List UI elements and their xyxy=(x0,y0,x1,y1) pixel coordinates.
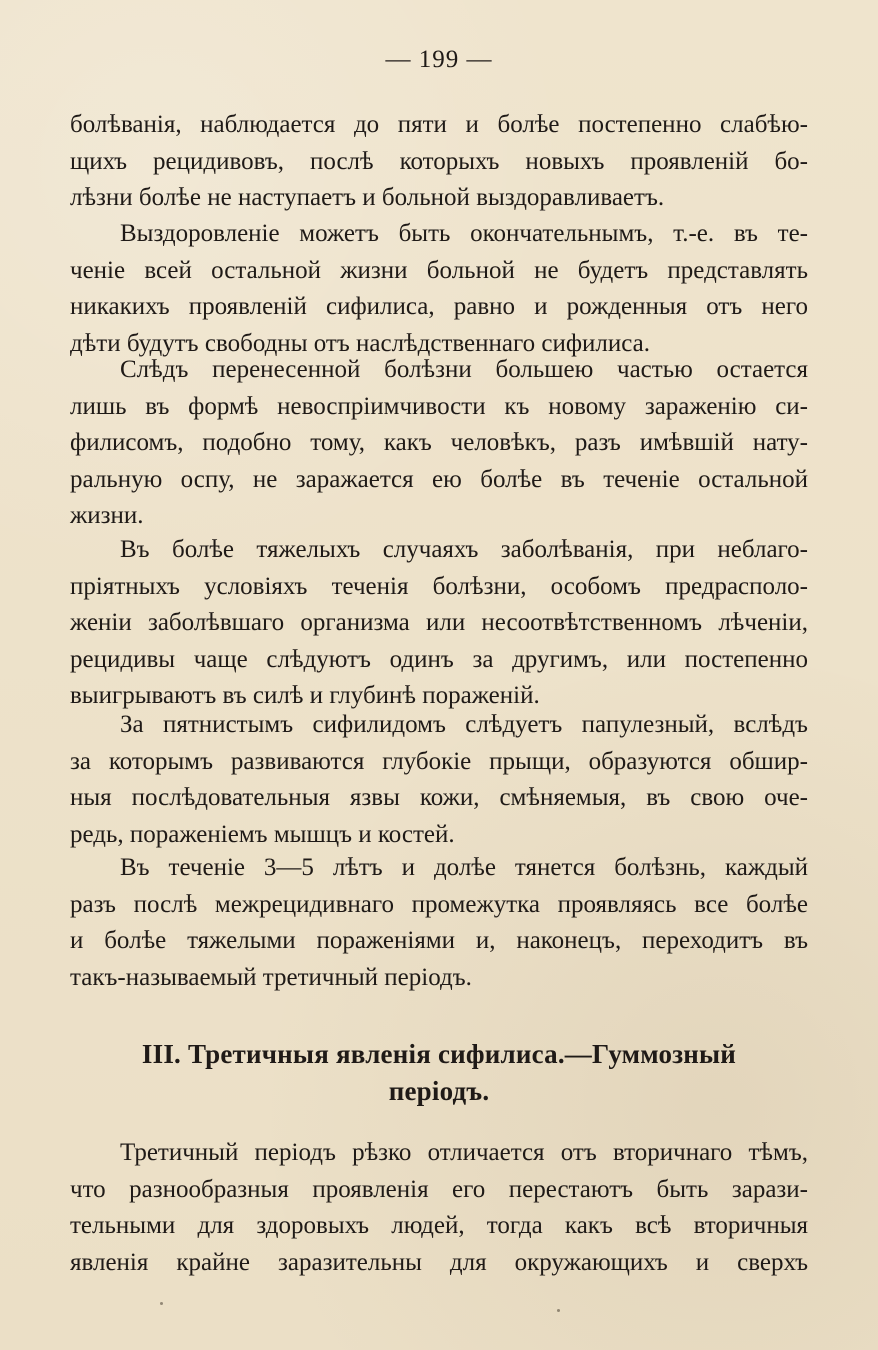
text-line: ральную оспу, не заражается ею болѣе въ теченіе остальной xyxy=(70,465,808,493)
text-line: рецидивы чаще слѣдуютъ одинъ за другимъ, или постепенно xyxy=(70,645,808,673)
text-line: и болѣе тяжелыми пораженіями и, наконецъ, переходитъ въ xyxy=(70,927,808,954)
paragraph-6 xyxy=(70,850,808,996)
paragraph-2 xyxy=(70,216,808,362)
text-line: Въ теченіе 3—5 лѣтъ и долѣе тянется болѣзнь, каждый xyxy=(120,854,808,881)
text-line: пріятныхъ условіяхъ теченія болѣзни, особомъ предрасполо- xyxy=(70,572,808,600)
text-line: за которымъ развиваются глубокіе прыщи, образуются обшир- xyxy=(70,747,808,775)
text-line: лишь въ формѣ невоспріимчивости къ новому зараженію си- xyxy=(70,392,808,420)
text-line: тельными для здоровыхъ людей, тогда какъ всѣ вторичныя xyxy=(70,1212,808,1239)
text-line: болѣванія, наблюдается до пяти и болѣе постепенно слабѣю- xyxy=(70,111,808,138)
paragraph-7 xyxy=(70,1135,808,1281)
text-line: жизни. xyxy=(70,502,144,529)
text-line: дѣти будутъ свободны отъ наслѣдственнаго сифилиса. xyxy=(70,329,651,357)
text-line: Слѣдъ перенесенной болѣзни большею частью остается xyxy=(120,356,808,383)
text-line: За пятнистымъ сифилидомъ слѣдуетъ папулезный, вслѣдъ xyxy=(120,711,808,738)
text-line: редь, пораженіемъ мышцъ и костей. xyxy=(70,820,455,848)
text-line: лѣзни болѣе не наступаетъ и больной выздоравливаетъ. xyxy=(70,184,665,211)
text-line: щихъ рецидивовъ, послѣ которыхъ новыхъ проявленій бо- xyxy=(70,147,808,175)
text-line: такъ-называемый третичный періодъ. xyxy=(70,963,472,991)
text-line: ныя послѣдовательныя язвы кожи, смѣняемыя, въ свою оче- xyxy=(70,784,808,811)
paragraph-5 xyxy=(70,707,808,853)
paragraph-3 xyxy=(70,352,808,535)
page-number: — 199 — xyxy=(385,46,493,73)
text-line: женіи заболѣвшаго организма или несоотвѣтственномъ лѣченіи, xyxy=(70,609,808,636)
text-line: филисомъ, подобно тому, какъ человѣкъ, разъ имѣвшій нату- xyxy=(70,429,808,456)
text-line: разъ послѣ межрецидивнаго промежутка проявляясь все болѣе xyxy=(70,890,808,918)
text-line: ченіе всей остальной жизни больной не будетъ представлять xyxy=(70,256,808,284)
paper-speck xyxy=(557,1309,560,1312)
text-line: Третичный періодъ рѣзко отличается отъ вторичнаго тѣмъ, xyxy=(120,1139,808,1166)
text-line: Въ болѣе тяжелыхъ случаяхъ заболѣванія, при неблаго- xyxy=(120,536,808,563)
paragraph-4 xyxy=(70,532,808,715)
heading-line-2: періодъ. xyxy=(388,1076,490,1106)
text-line: никакихъ проявленій сифилиса, равно и рожденныя отъ него xyxy=(70,293,808,320)
paper-speck xyxy=(160,1302,163,1305)
paragraph-1 xyxy=(70,107,808,217)
heading-line-1: III. Третичныя явленія сифилиса.—Гуммозный xyxy=(141,1039,737,1069)
section-heading xyxy=(70,1036,808,1110)
text-line: явленія крайне заразительны для окружающихъ и сверхъ xyxy=(70,1248,808,1276)
text-line: что разнообразныя проявленія его перестаютъ быть зарази- xyxy=(70,1175,808,1203)
text-line: выигрываютъ въ силѣ и глубинѣ пораженій. xyxy=(70,682,540,709)
text-line: Выздоровленіе можетъ быть окончательнымъ, т.-е. въ те- xyxy=(120,220,808,247)
